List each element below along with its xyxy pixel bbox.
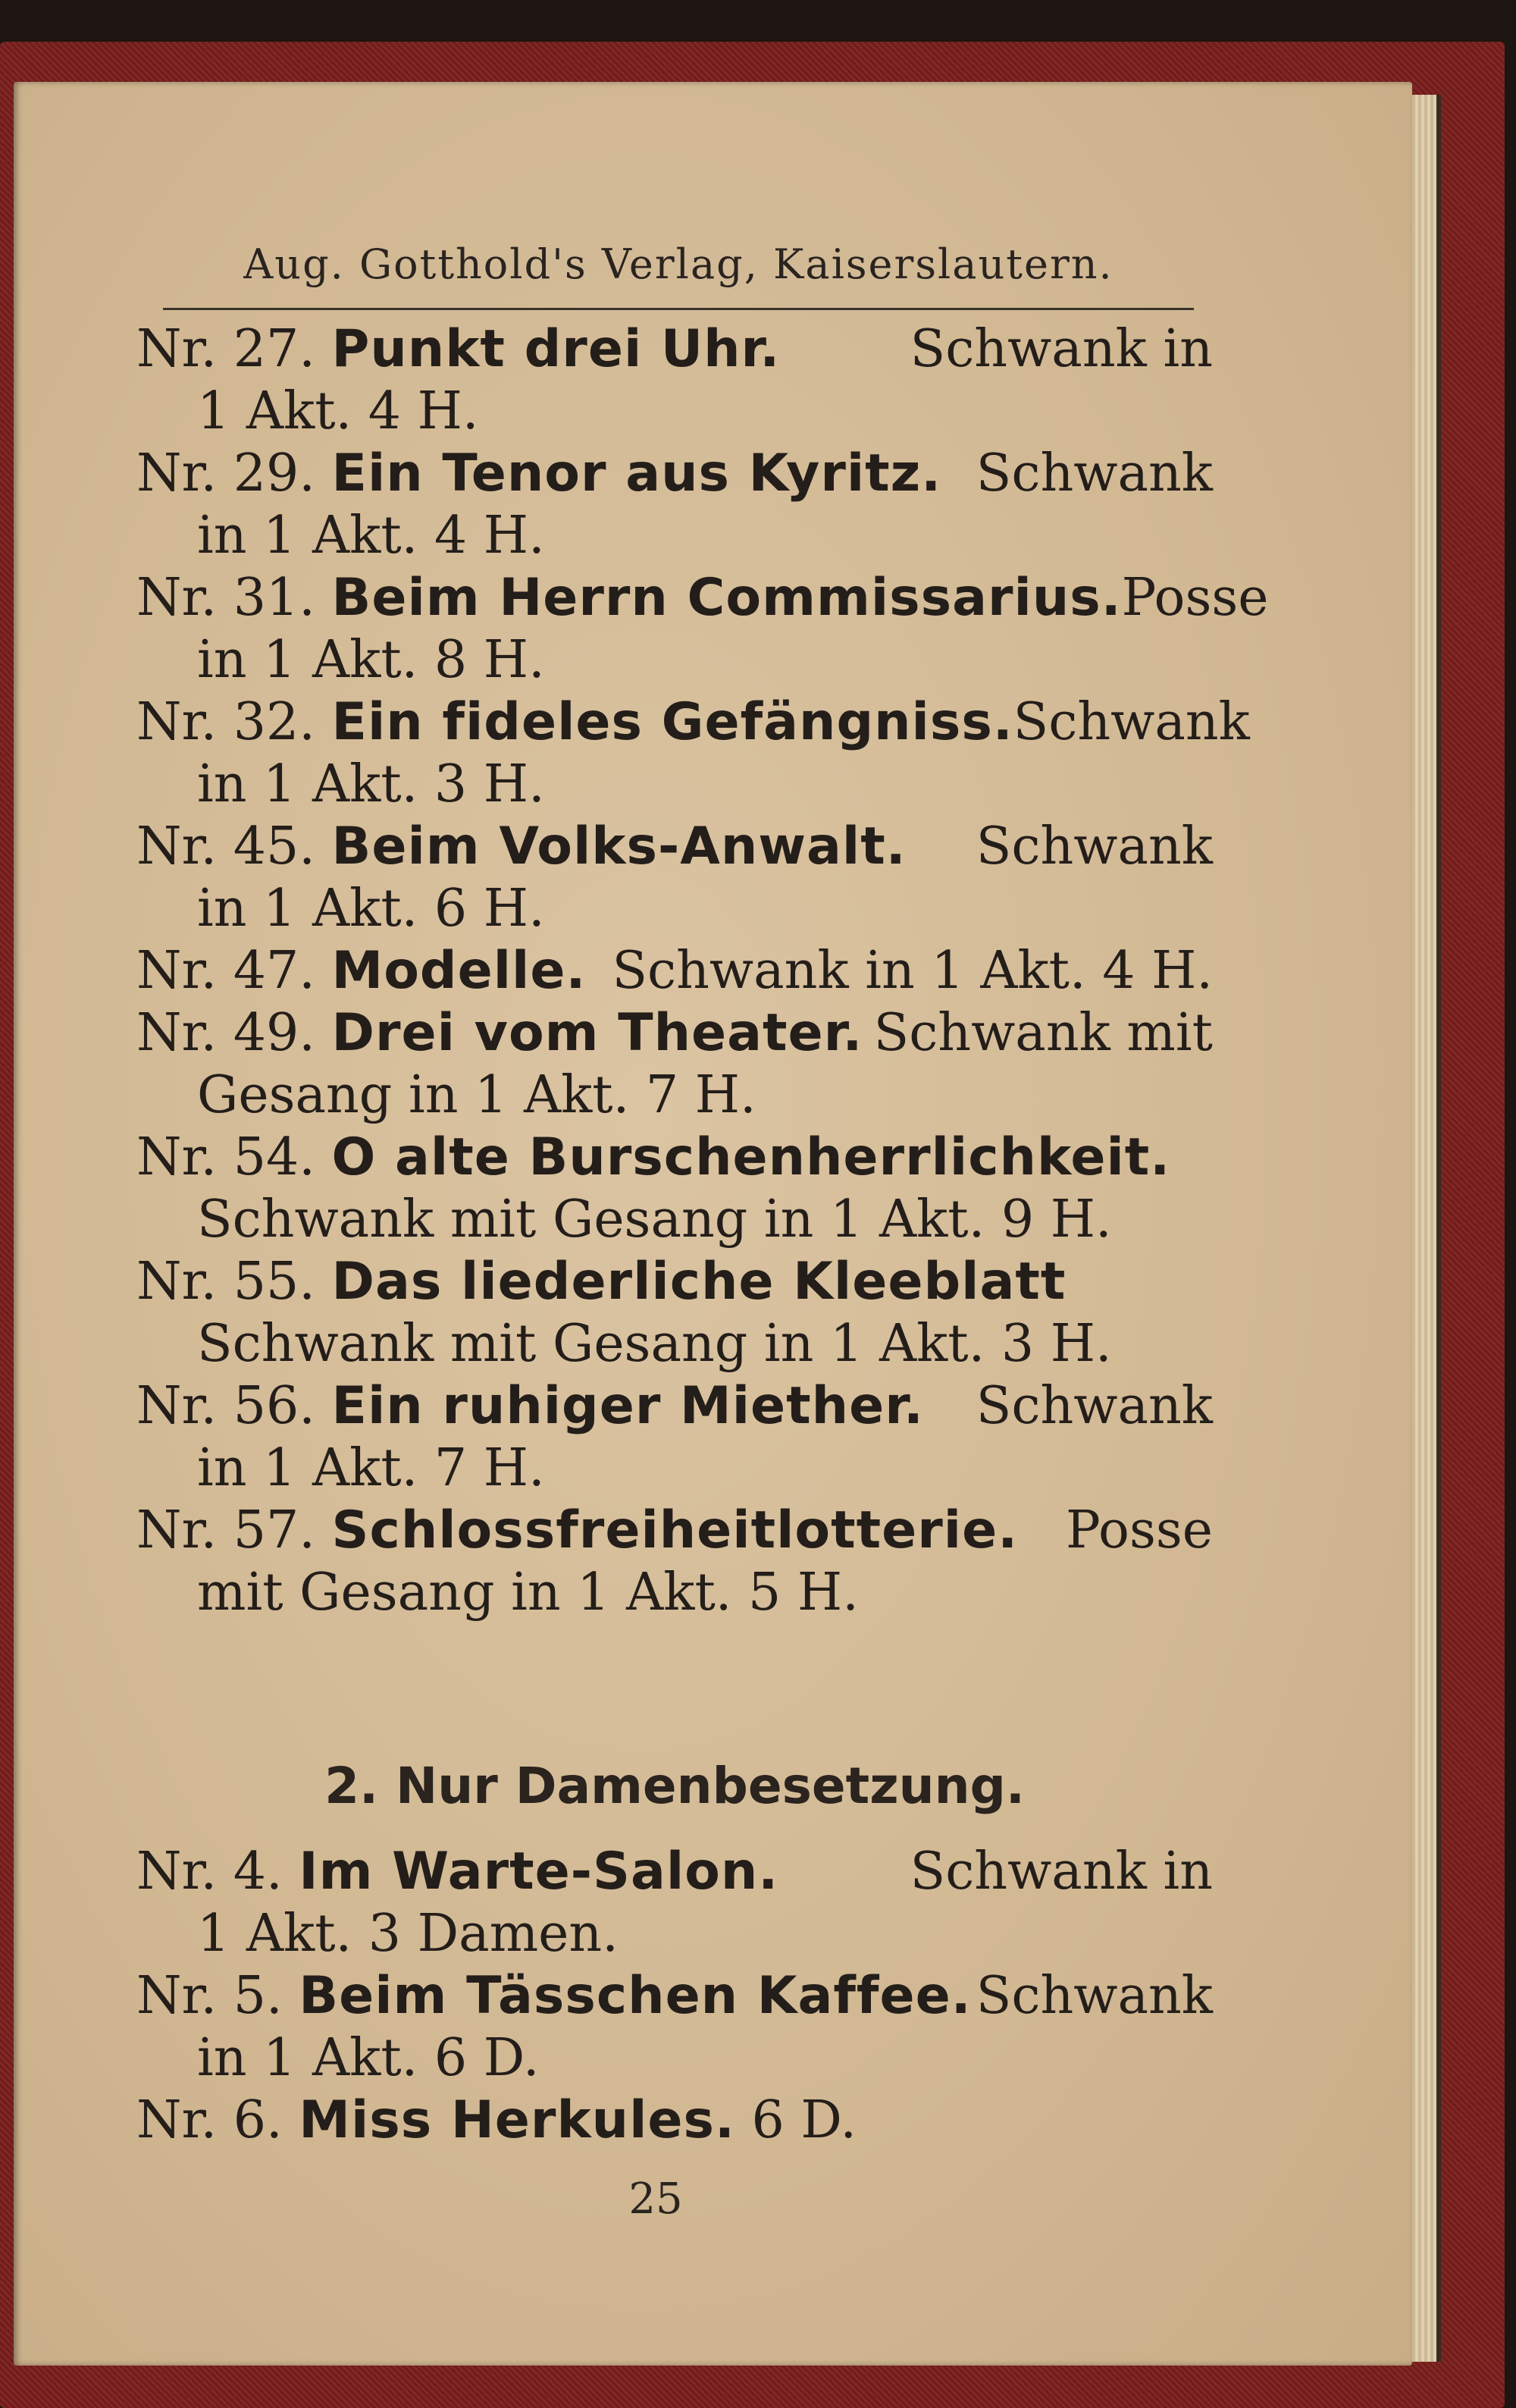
entry-number: Nr. 56. [136, 1376, 315, 1436]
entry-title: Im Warte-Salon. [299, 1842, 779, 1902]
catalog-entry [136, 691, 1250, 816]
catalog-entry [136, 1500, 1213, 1624]
entry-details: Schwank mit Gesang in 1 Akt. 3 H. [197, 1314, 1112, 1374]
entry-number: Nr. 47. [136, 941, 315, 1001]
entry-details: mit Gesang in 1 Akt. 5 H. [197, 1563, 859, 1623]
entry-details: 1 Akt. 3 Damen. [197, 1904, 619, 1964]
catalog-entry [136, 443, 1213, 567]
entry-genre: Schwank [976, 444, 1213, 503]
entry-number: Nr. 54. [136, 1127, 315, 1187]
catalog-entry [136, 318, 1213, 443]
entry-number: Nr. 6. [136, 2090, 283, 2150]
section-heading: 2. Nur Damenbesetzung. [324, 1756, 1025, 1815]
catalog-entry [136, 1375, 1213, 1500]
catalog-entry [136, 1127, 1213, 1251]
entry-number: Nr. 29. [136, 444, 315, 503]
entry-genre: Schwank in 1 Akt. 4 H. [612, 941, 1213, 1001]
entry-details: in 1 Akt. 4 H. [197, 506, 545, 566]
catalog-entry [136, 940, 1213, 1002]
entry-details: in 1 Akt. 6 D. [197, 2028, 540, 2088]
entry-number: Nr. 45. [136, 817, 315, 876]
catalog-entry [136, 1251, 1213, 1375]
entry-title: O alte Burschenherrlichkeit. [331, 1127, 1171, 1187]
entry-details: Gesang in 1 Akt. 7 H. [197, 1065, 756, 1125]
entry-number: Nr. 32. [136, 692, 315, 752]
entry-title: Miss Herkules. [299, 2090, 735, 2150]
entry-number: Nr. 31. [136, 568, 315, 628]
entry-title: Schlossfreiheitlotterie. [331, 1500, 1019, 1560]
entry-number: Nr. 4. [136, 1842, 283, 1902]
entry-title: Beim Tässchen Kaffee. [299, 1966, 972, 2026]
entry-title: Punkt drei Uhr. [331, 319, 781, 379]
catalog-entry [136, 2090, 1213, 2152]
entry-details: Schwank mit Gesang in 1 Akt. 9 H. [197, 1190, 1112, 1249]
entry-genre: Schwank [976, 1376, 1213, 1436]
catalog-list [136, 318, 1269, 1624]
catalog-entry [136, 1002, 1213, 1127]
entry-title: Ein fideles Gefängniss. [331, 692, 1013, 752]
entry-number: Nr. 57. [136, 1500, 315, 1560]
entry-details: 1 Akt. 4 H. [197, 381, 479, 441]
entry-genre: Posse [1066, 1500, 1213, 1560]
catalog-entry [136, 1841, 1213, 1965]
entry-genre: Schwank [1013, 692, 1250, 752]
catalog-entry [136, 816, 1213, 940]
entry-genre: Schwank in [910, 319, 1213, 379]
page-number: 25 [628, 2174, 683, 2224]
entry-title: Ein Tenor aus Kyritz. [331, 444, 942, 503]
catalog-entry [136, 1965, 1213, 2090]
entry-genre: Schwank [976, 817, 1213, 876]
entry-details: in 1 Akt. 3 H. [197, 754, 545, 814]
entry-genre: Schwank [976, 1966, 1213, 2026]
entry-genre: 6 D. [751, 2090, 857, 2150]
entry-title: Beim Herrn Commissarius. [331, 568, 1122, 628]
entry-number: Nr. 49. [136, 1003, 315, 1063]
entry-genre: Schwank in [910, 1842, 1213, 1902]
entry-details: in 1 Akt. 8 H. [197, 630, 545, 690]
entry-number: Nr. 5. [136, 1966, 283, 2026]
entry-number: Nr. 27. [136, 319, 315, 379]
entry-title: Beim Volks-Anwalt. [331, 817, 907, 876]
entry-genre: Schwank mit [873, 1003, 1213, 1063]
catalog-entry [136, 567, 1269, 691]
entry-title: Ein ruhiger Miether. [331, 1376, 924, 1436]
entry-details: in 1 Akt. 6 H. [197, 879, 545, 939]
entry-details: in 1 Akt. 7 H. [197, 1438, 545, 1498]
entry-number: Nr. 55. [136, 1252, 315, 1312]
entry-title: Drei vom Theater. [331, 1003, 863, 1063]
publisher-header: Aug. Gotthold's Verlag, Kaiserslautern. [243, 240, 1114, 288]
section-list [136, 1841, 1213, 2152]
entry-title: Modelle. [331, 941, 587, 1001]
header-rule [163, 308, 1194, 310]
entry-genre: Posse [1121, 568, 1269, 628]
entry-title: Das liederliche Kleeblatt [331, 1252, 1067, 1312]
